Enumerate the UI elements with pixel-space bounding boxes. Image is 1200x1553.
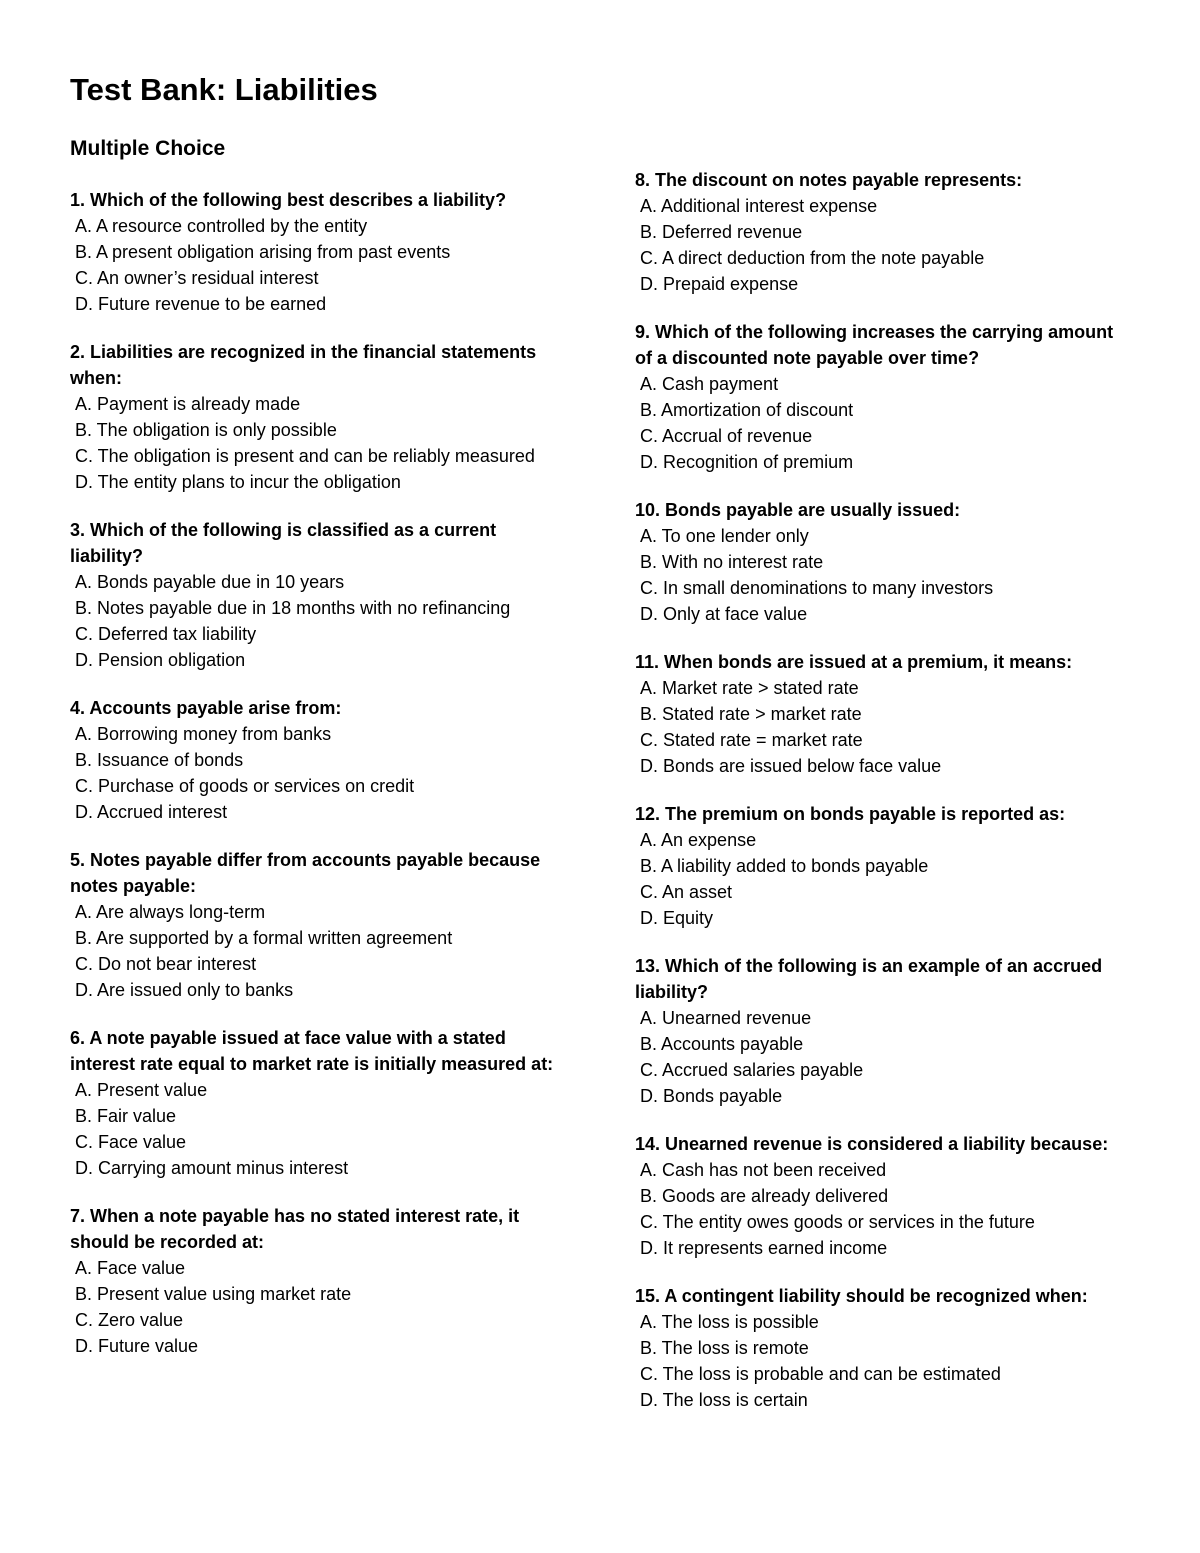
answer-option: A. Bonds payable due in 10 years [75,572,345,592]
answer-option: A. Payment is already made [75,394,301,414]
answer-option: A. Unearned revenue [640,1008,812,1028]
question-block [70,695,570,825]
question-stem: 1. Which of the following best describes a liability? [70,190,507,210]
question-block [635,1131,1135,1261]
question-stem: 13. Which of the following is an example of an accrued liability? [635,956,1103,1002]
question-stem: 8. The discount on notes payable represents: [635,170,1023,190]
answer-option: B. Stated rate > market rate [640,704,862,724]
question-stem: 6. A note payable issued at face value with a stated interest rate equal to market rate is initially measured at: [70,1028,554,1074]
answer-option: A. To one lender only [640,526,809,546]
question-block [70,847,570,1003]
question-stem: 2. Liabilities are recognized in the financial statements when: [70,342,537,388]
answer-option: D. The loss is certain [640,1390,808,1410]
question-block [70,1203,570,1359]
question-stem: 9. Which of the following increases the carrying amount of a discounted note payable over time? [635,322,1114,368]
answer-option: B. Are supported by a formal written agreement [75,928,453,948]
answer-option: D. Accrued interest [75,802,228,822]
answer-option: D. Carrying amount minus interest [75,1158,349,1178]
answer-option: C. The entity owes goods or services in the future [640,1212,1035,1232]
answer-option: D. The entity plans to incur the obligation [75,472,401,492]
answer-option: D. Only at face value [640,604,808,624]
answer-option: D. Are issued only to banks [75,980,294,1000]
question-block [635,953,1135,1109]
question-block [70,517,570,673]
answer-option: C. Stated rate = market rate [640,730,863,750]
answer-option: B. Present value using market rate [75,1284,352,1304]
question-stem: 15. A contingent liability should be recognized when: [635,1286,1088,1306]
page-title: Test Bank: Liabilities [70,72,378,107]
answer-option: B. With no interest rate [640,552,824,572]
answer-option: C. A direct deduction from the note payable [640,248,985,268]
answer-option: A. An expense [640,830,757,850]
question-column-left [70,187,570,1381]
answer-option: A. Market rate > stated rate [640,678,859,698]
answer-option: A. The loss is possible [640,1312,819,1332]
question-block [70,187,570,317]
answer-option: C. The loss is probable and can be estimated [640,1364,1001,1384]
question-stem: 12. The premium on bonds payable is reported as: [635,804,1066,824]
answer-option: C. Face value [75,1132,187,1152]
answer-option: C. Deferred tax liability [75,624,257,644]
answer-option: B. Fair value [75,1106,177,1126]
question-block [635,497,1135,627]
question-stem: 10. Bonds payable are usually issued: [635,500,961,520]
answer-option: A. Are always long-term [75,902,266,922]
answer-option: B. Deferred revenue [640,222,803,242]
answer-option: A. Cash payment [640,374,779,394]
answer-option: D. Recognition of premium [640,452,854,472]
question-stem: 7. When a note payable has no stated interest rate, it should be recorded at: [70,1206,520,1252]
answer-option: C. An owner’s residual interest [75,268,319,288]
question-block [635,801,1135,931]
answer-option: B. A present obligation arising from past events [75,242,451,262]
answer-option: C. An asset [640,882,733,902]
answer-option: A. Cash has not been received [640,1160,887,1180]
answer-option: A. Face value [75,1258,186,1278]
question-block [70,339,570,495]
answer-option: B. Notes payable due in 18 months with no refinancing [75,598,511,618]
answer-option: C. Accrual of revenue [640,426,813,446]
answer-option: D. Future revenue to be earned [75,294,327,314]
answer-option: A. Present value [75,1080,208,1100]
answer-option: B. A liability added to bonds payable [640,856,929,876]
answer-option: C. Zero value [75,1310,184,1330]
answer-option: A. A resource controlled by the entity [75,216,368,236]
answer-option: D. Prepaid expense [640,274,799,294]
question-block [635,319,1135,475]
answer-option: B. Amortization of discount [640,400,854,420]
answer-option: D. Future value [75,1336,199,1356]
question-block [635,649,1135,779]
answer-option: A. Additional interest expense [640,196,878,216]
question-stem: 11. When bonds are issued at a premium, it means: [635,652,1073,672]
answer-option: D. Pension obligation [75,650,246,670]
answer-option: C. The obligation is present and can be reliably measured [75,446,535,466]
answer-option: C. Purchase of goods or services on credit [75,776,415,796]
answer-option: B. The loss is remote [640,1338,809,1358]
section-heading: Multiple Choice [70,137,226,160]
question-stem: 14. Unearned revenue is considered a liability because: [635,1134,1109,1154]
question-column-right [635,167,1135,1435]
question-stem: 3. Which of the following is classified as a current liability? [70,520,497,566]
question-stem: 4. Accounts payable arise from: [70,698,342,718]
question-block [70,1025,570,1181]
answer-option: B. Accounts payable [640,1034,804,1054]
answer-option: D. Equity [640,908,714,928]
answer-option: D. It represents earned income [640,1238,888,1258]
answer-option: D. Bonds are issued below face value [640,756,942,776]
answer-option: C. In small denominations to many investors [640,578,994,598]
answer-option: A. Borrowing money from banks [75,724,332,744]
answer-option: B. The obligation is only possible [75,420,337,440]
question-block [635,167,1135,297]
question-stem: 5. Notes payable differ from accounts payable because notes payable: [70,850,541,896]
answer-option: C. Accrued salaries payable [640,1060,864,1080]
answer-option: D. Bonds payable [640,1086,783,1106]
answer-option: B. Issuance of bonds [75,750,244,770]
answer-option: B. Goods are already delivered [640,1186,889,1206]
question-block [635,1283,1135,1413]
answer-option: C. Do not bear interest [75,954,257,974]
